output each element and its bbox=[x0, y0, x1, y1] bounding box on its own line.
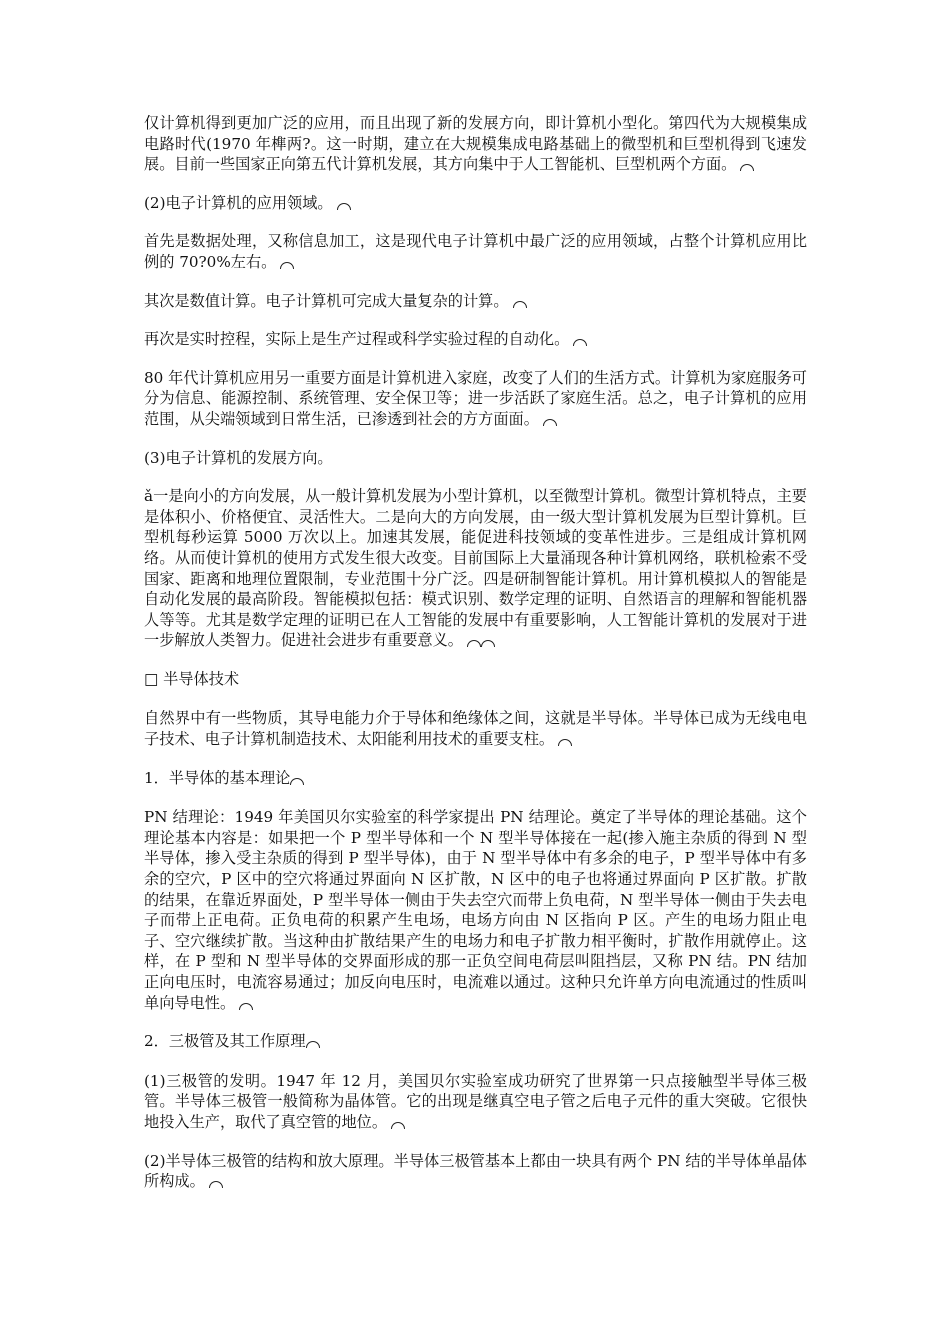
paragraph-development-direction-heading: (3)电子计算机的发展方向。 bbox=[144, 448, 333, 467]
paragraph-end-mark-icon bbox=[481, 640, 495, 647]
paragraph-end-mark-icon bbox=[513, 301, 527, 308]
paragraph-end-mark-icon bbox=[306, 1041, 320, 1048]
paragraph-data-processing: 首先是数据处理，又称信息加工，这是现代电子计算机中最广泛的应用领域，占整个计算机应用比例的 70?0%左右。 bbox=[144, 232, 807, 271]
paragraph-end-mark-icon bbox=[740, 164, 754, 171]
paragraph-home-computing: 80 年代计算机应用另一重要方面是计算机进入家庭，改变了人们的生活方式。计算机为家庭服务可分为信息、能源控制、系统管理、安全保卫等；进一步活跃了家庭生活。总之，电子计算机的应用范围，从尖端领域到日常生活，已渗透到社会的方方面面。 bbox=[144, 368, 807, 428]
paragraph-real-time-control: 再次是实时控程，实际上是生产过程或科学实验过程的自动化。 bbox=[144, 329, 807, 350]
paragraph-end-mark-icon bbox=[337, 203, 351, 210]
paragraph-application-fields-heading: (2)电子计算机的应用领域。 bbox=[144, 193, 807, 214]
subsection-title-transistor: 2．三极管及其工作原理 bbox=[144, 1031, 807, 1052]
section-title-semiconductor: □ 半导体技术 bbox=[144, 669, 240, 688]
paragraph-transistor-structure: (2)半导体三极管的结构和放大原理。半导体三极管基本上都由一块具有两个 PN 结的半导体单晶体所构成。 bbox=[144, 1151, 807, 1191]
paragraph-end-mark-icon bbox=[391, 1122, 405, 1129]
paragraph-end-mark-icon bbox=[280, 262, 294, 269]
paragraph-semiconductor-intro: 自然界中有一些物质，其导电能力介于导体和绝缘体之间，这就是半导体。半导体已成为无线电电子技术、电子计算机制造技术、太阳能利用技术的重要支柱。 bbox=[144, 709, 807, 749]
subsection-title-basic-theory: 1．半导体的基本理论 bbox=[144, 768, 807, 789]
paragraph-numeric-computation: 其次是数值计算。电子计算机可完成大量复杂的计算。 bbox=[144, 291, 807, 312]
paragraph-end-mark-icon bbox=[290, 778, 304, 785]
paragraph-end-mark-icon bbox=[573, 339, 587, 346]
paragraph-end-mark-icon bbox=[239, 1003, 253, 1010]
paragraph-end-mark-icon bbox=[467, 640, 481, 647]
paragraph-end-mark-icon bbox=[543, 419, 557, 426]
paragraph-development-directions: ǎ一是向小的方向发展，从一般计算机发展为小型计算机，以至微型计算机。微型计算机特点，主要是体积小、价格便宜、灵活性大。二是向大的方向发展，由一级大型计算机发展为巨型计算机。巨型机每秒运算 5000 万次以上。加速其发展，能促进科技领域的变革性进步。三是组成计算机网络。从而使计算机的使用方式发生很大改变。目前国际上大量涌现各种计算机网络，联机检索不受国家、距离和地理位置限制，专业范围十分广泛。四是研制智能计算机。用计算机模拟人的智能是自动化发展的最高阶段。智能模拟包括：模式识别、数学定理的证明、自然语言的理解和智能机器人等等。尤其是数学定理的证明已在人工智能的发展中有重要影响，人工智能计算机的发展对于进一步解放人类智力。促进社会进步有重要意义。 bbox=[144, 487, 807, 650]
paragraph-end-mark-icon bbox=[558, 739, 572, 746]
paragraph-pn-junction: PN 结理论：1949 年美国贝尔实验室的科学家提出 PN 结理论。奠定了半导体的理论基础。这个理论基本内容是：如果把一个 P 型半导体和一个 N 型半导体接在一起(掺入施主杂质的得到 N 型半导体，掺入受主杂质的得到 P 型半导体)，由于 N 型半导体中有多余的电子，P 型半导体中有多余的空穴，P 区中的空穴将通过界面向 N 区扩散，N 区中的电子也将通过界面向 P 区扩散。扩散的结果，在靠近界面处，P 型半导体一侧由于失去空穴而带上负电荷，N 型半导体一侧由于失去电子而带上正电荷。正负电荷的积累产生电场，电场方向由 N 区指向 P 区。产生的电场力阻止电子、空穴继续扩散。当这种由扩散结果产生的电场力和电子扩散力相平衡时，扩散作用就停止。这样，在 P 型和 N 型半导体的交界面形成的那一正负空间电荷层叫阻挡层，又称 PN 结。PN 结加正向电压时，电流容易通过；加反向电压时，电流难以通过。这种只允许单方向电流通过的性质叫单向导电性。 bbox=[144, 808, 807, 1012]
paragraph-end-mark-icon bbox=[209, 1181, 223, 1188]
paragraph-transistor-invention: (1)三极管的发明。1947 年 12 月，美国贝尔实验室成功研究了世界第一只点接触型半导体三极管。半导体三极管一般简称为晶体管。它的出现是继真空电子管之后电子元件的重大突破。它很快地投入生产，取代了真空管的地位。 bbox=[144, 1071, 807, 1131]
paragraph-computer-generations: 仅计算机得到更加广泛的应用，而且出现了新的发展方向，即计算机小型化。第四代为大规模集成电路时代(1970 年榫两?。这一时期，建立在大规模集成电路基础上的微型机和巨型机得到飞速发展。目前一些国家正向第五代计算机发展，其方向集中于人工智能机、巨型机两个方面。 bbox=[144, 114, 807, 174]
